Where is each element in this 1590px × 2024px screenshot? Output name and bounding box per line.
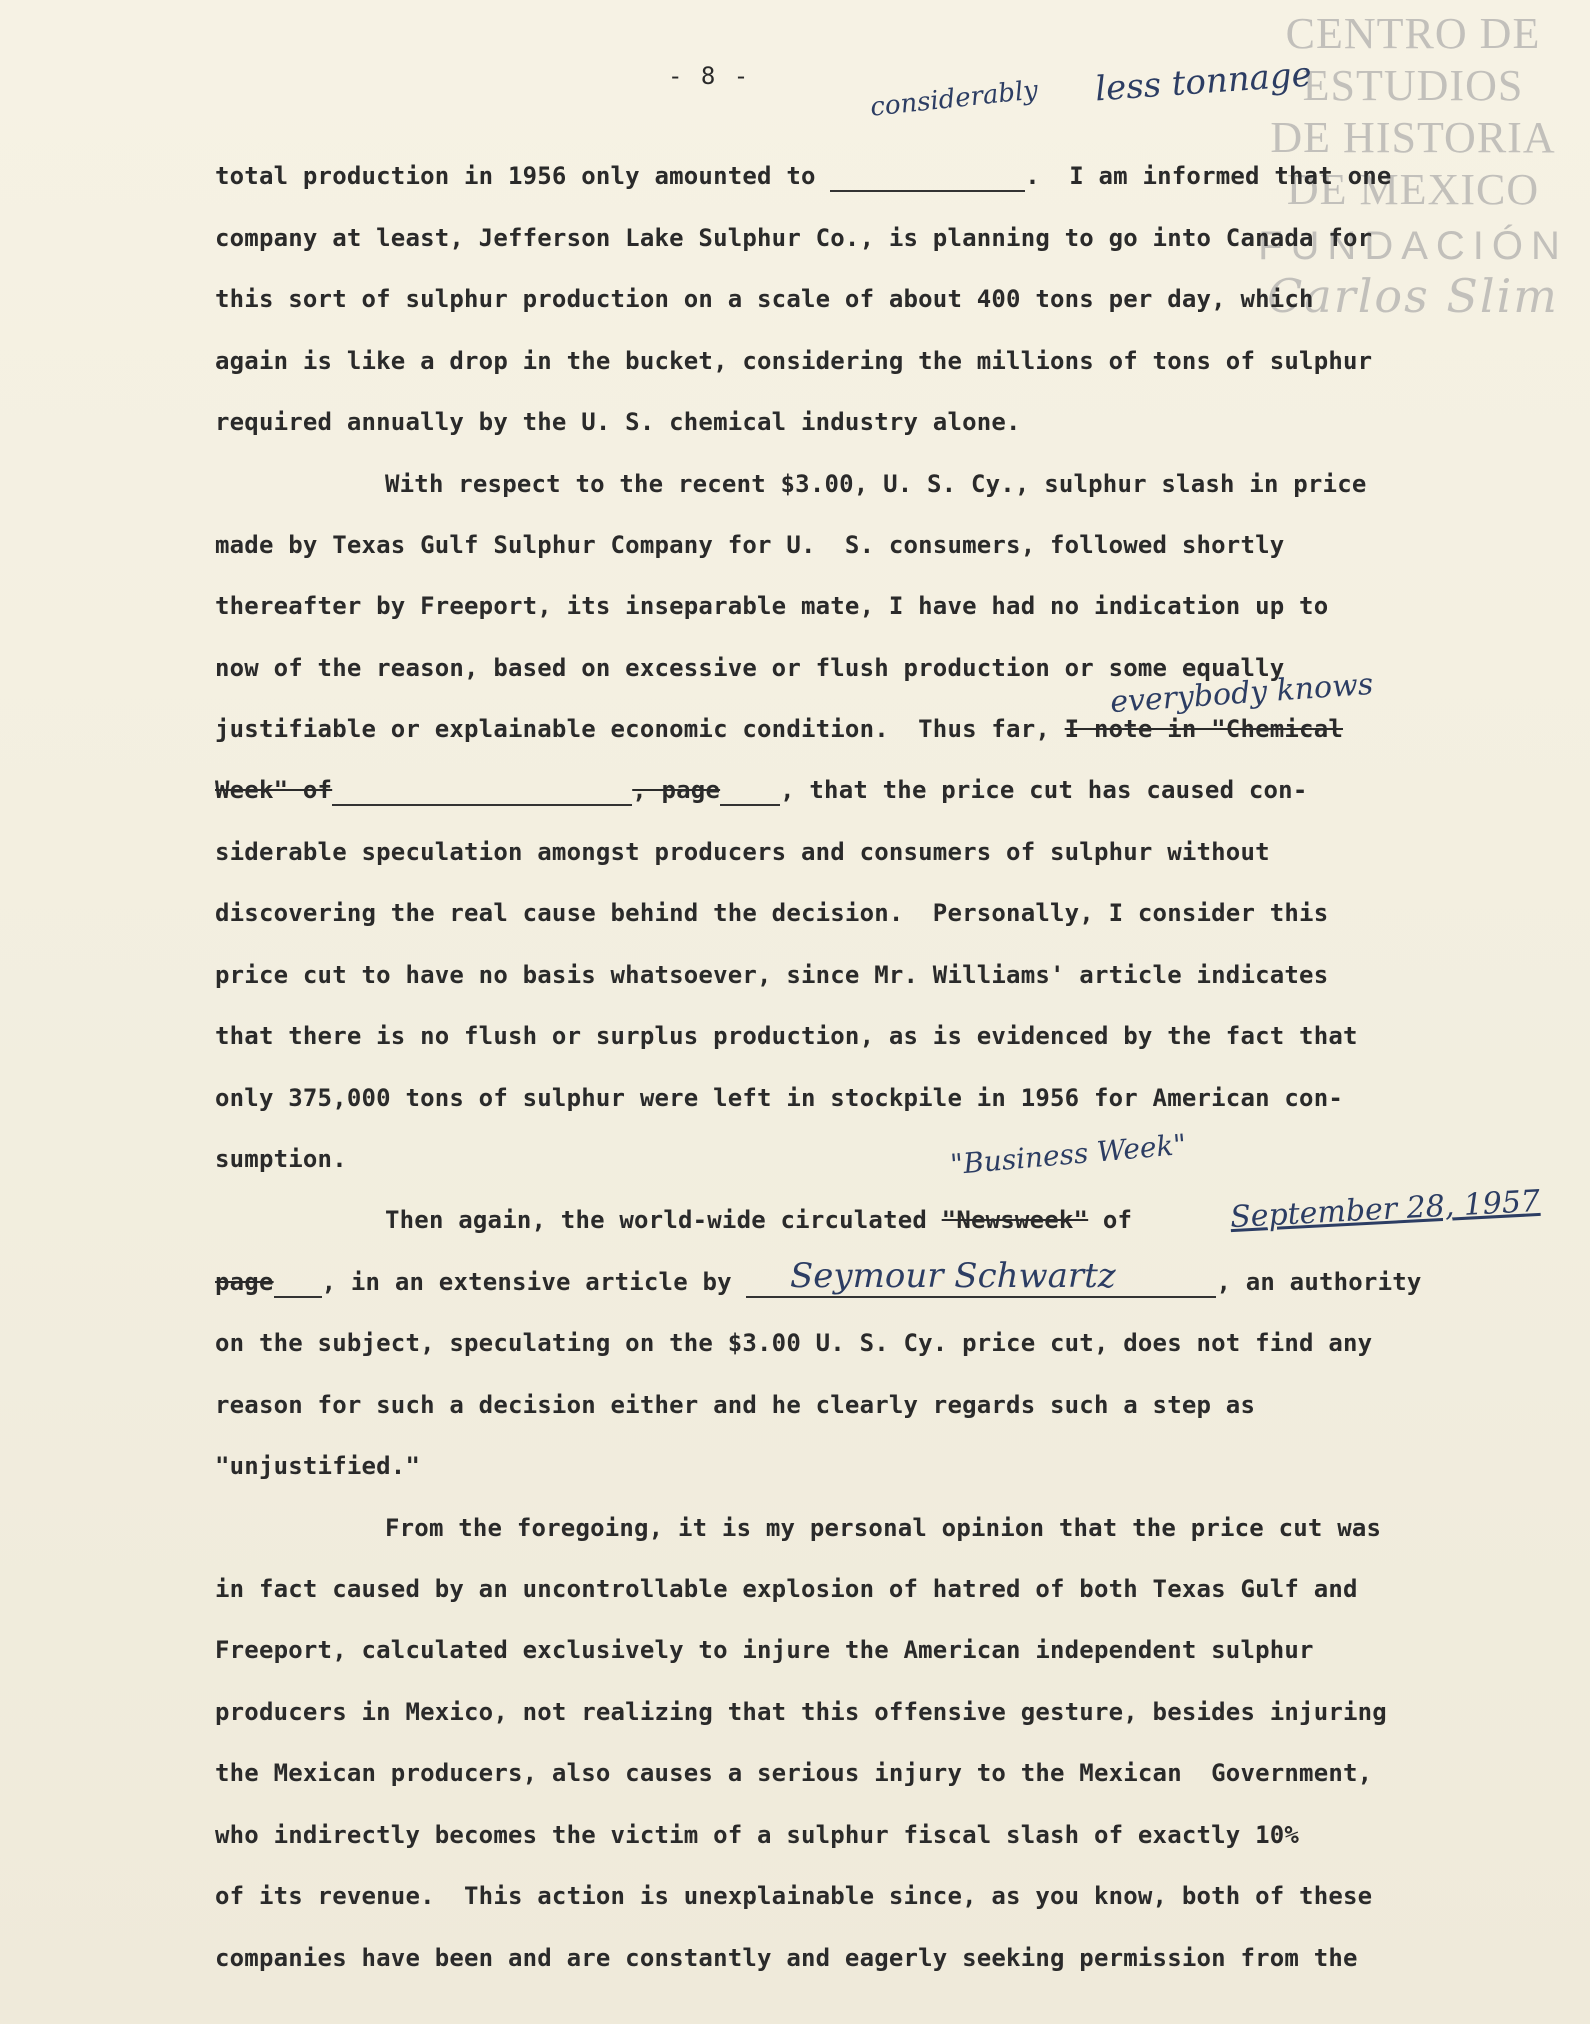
- watermark-signature: Carlos Slim: [1267, 269, 1559, 323]
- watermark-line: DE MEXICO: [1286, 165, 1540, 214]
- text-line: With respect to the recent $3.00, U. S. Cy., sulphur slash in price: [385, 470, 1367, 498]
- page-number: - 8 -: [668, 62, 751, 90]
- struck-text: "Newsweek": [941, 1206, 1089, 1234]
- text-line: thereafter by Freeport, its inseparable mate, I have had no indication up to: [215, 592, 1329, 620]
- text-line: who indirectly becomes the victim of a sulphur fiscal slash of exactly 10%: [215, 1821, 1300, 1849]
- watermark-line: ESTUDIOS: [1302, 61, 1524, 110]
- text-run: , an authority: [1216, 1268, 1422, 1296]
- text-line: now of the reason, based on excessive or flush production or some equally: [215, 654, 1285, 682]
- handwritten-everybody-knows: everybody knows: [1109, 666, 1375, 721]
- text-line: company at least, Jefferson Lake Sulphur Co., is planning to go into Canada for: [215, 224, 1373, 252]
- text-line: [215, 162, 1392, 192]
- watermark-line: CENTRO DE: [1285, 9, 1541, 58]
- text-line: producers in Mexico, not realizing that this offensive gesture, besides injuring: [215, 1698, 1387, 1726]
- text-line: required annually by the U. S. chemical industry alone.: [215, 408, 1021, 436]
- watermark-line: DE HISTORIA: [1270, 113, 1556, 162]
- struck-text: , page: [632, 776, 721, 804]
- handwritten-date: September 28, 1957: [1229, 1183, 1541, 1236]
- blank-field: [332, 776, 632, 806]
- blank-field: [830, 162, 1025, 192]
- struck-text: page: [215, 1268, 274, 1296]
- text-line: "unjustified.": [215, 1452, 421, 1480]
- text-line: on the subject, speculating on the $3.00 U. S. Cy. price cut, does not find any: [215, 1329, 1373, 1357]
- handwritten-business-week: "Business Week": [949, 1127, 1188, 1182]
- text-line: discovering the real cause behind the decision. Personally, I consider this: [215, 899, 1329, 927]
- text-line: of its revenue. This action is unexplainable since, as you know, both of these: [215, 1882, 1373, 1910]
- text-run: . I am informed that one: [1025, 162, 1392, 190]
- text-line: this sort of sulphur production on a scale of about 400 tons per day, which: [215, 285, 1314, 313]
- text-line: only 375,000 tons of sulphur were left in stockpile in 1956 for American con-: [215, 1084, 1343, 1112]
- text-line: From the foregoing, it is my personal opinion that the price cut was: [385, 1514, 1382, 1542]
- blank-field: [720, 776, 780, 806]
- text-run: , that the price cut has caused con-: [780, 776, 1308, 804]
- text-run: total production in 1956 only amounted to: [215, 162, 831, 190]
- text-line: [215, 776, 1307, 806]
- text-line: made by Texas Gulf Sulphur Company for U. S. consumers, followed shortly: [215, 531, 1285, 559]
- text-line: in fact caused by an uncontrollable explosion of hatred of both Texas Gulf and: [215, 1575, 1358, 1603]
- handwritten-less-tonnage: less tonnage: [1093, 54, 1313, 110]
- text-line: again is like a drop in the bucket, considering the millions of tons of sulphur: [215, 347, 1373, 375]
- text-run: of: [1088, 1206, 1147, 1234]
- text-line: [215, 715, 1343, 743]
- text-line: [385, 1206, 1147, 1234]
- text-line: that there is no flush or surplus production, as is evidenced by the fact that: [215, 1022, 1358, 1050]
- text-line: the Mexican producers, also causes a serious injury to the Mexican Government,: [215, 1759, 1373, 1787]
- handwritten-considerably: considerably: [868, 75, 1040, 123]
- text-run: , in an extensive article by: [321, 1268, 747, 1296]
- blank-field: [274, 1268, 322, 1298]
- text-line: price cut to have no basis whatsoever, since Mr. Williams' article indicates: [215, 961, 1329, 989]
- text-line: siderable speculation amongst producers and consumers of sulphur without: [215, 838, 1270, 866]
- text-line: sumption.: [215, 1145, 347, 1173]
- struck-text: I note in "Chemical: [1064, 715, 1343, 743]
- struck-text: Week" of: [215, 776, 333, 804]
- watermark-line: FUNDACIÓN: [1258, 224, 1568, 268]
- handwritten-author: Seymour Schwartz: [790, 1256, 1116, 1296]
- text-run: Then again, the world-wide circulated: [385, 1206, 942, 1234]
- text-line: companies have been and are constantly and eagerly seeking permission from the: [215, 1944, 1358, 1972]
- text-run: justifiable or explainable economic condition. Thus far,: [215, 715, 1065, 743]
- text-line: reason for such a decision either and he clearly regards such a step as: [215, 1391, 1256, 1419]
- text-line: Freeport, calculated exclusively to injure the American independent sulphur: [215, 1636, 1314, 1664]
